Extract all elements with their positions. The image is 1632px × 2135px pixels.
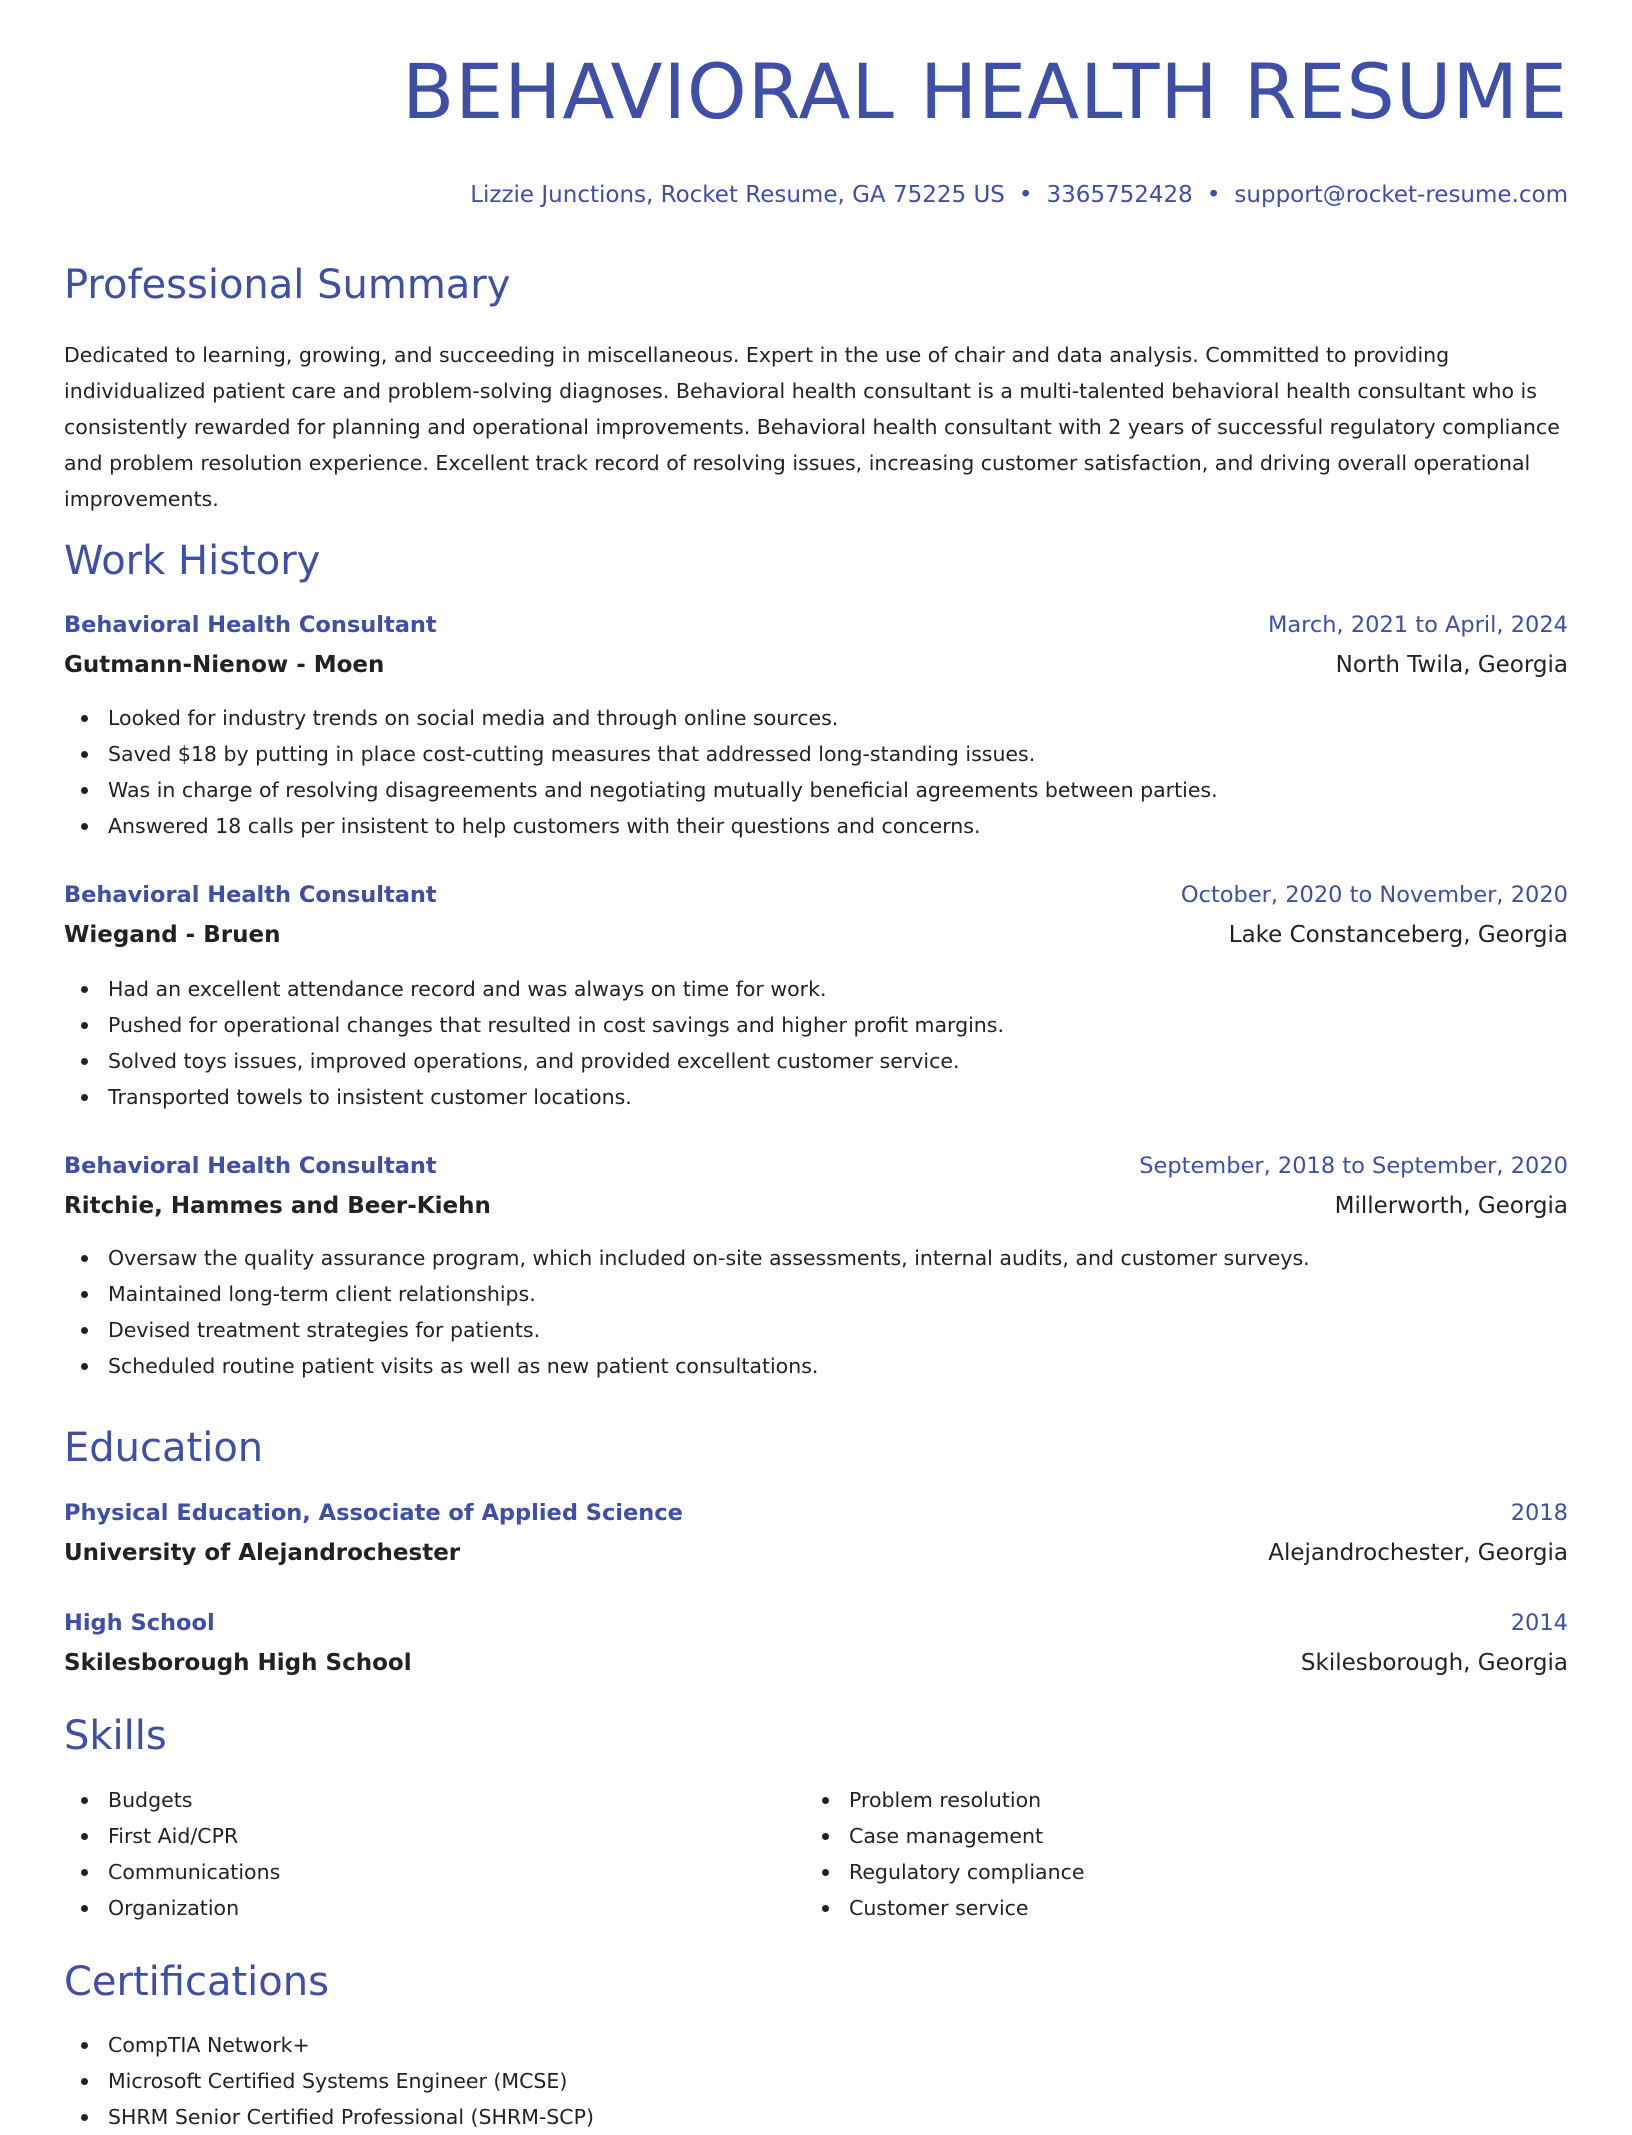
certification-item: Microsoft Certified Systems Engineer (MCSE) (64, 2063, 594, 2099)
skill-item: Problem resolution (805, 1782, 1084, 1818)
certifications-list (64, 2027, 594, 2135)
work-history-heading: Work History (64, 538, 321, 584)
contact-separator: • (1018, 182, 1033, 208)
job-entry (64, 1146, 1568, 1226)
job-location: North Twila, Georgia (1335, 652, 1568, 678)
job-bullet: Pushed for operational changes that resulted in cost savings and higher profit margins. (64, 1007, 1004, 1043)
skill-item: Regulatory compliance (805, 1854, 1084, 1890)
education-year: 2018 (1510, 1500, 1568, 1526)
skill-item: Communications (64, 1854, 280, 1890)
job-location: Millerworth, Georgia (1334, 1193, 1568, 1219)
education-degree: Physical Education, Associate of Applied Science (64, 1500, 683, 1526)
job-bullet: Devised treatment strategies for patients. (64, 1312, 1310, 1348)
job-bullet-list (64, 700, 1218, 844)
contact-line (470, 182, 1568, 210)
job-entry (64, 875, 1568, 955)
job-location: Lake Constanceberg, Georgia (1228, 922, 1568, 948)
contact-email[interactable]: support@rocket-resume.com (1234, 182, 1568, 208)
certification-item: CompTIA Network+ (64, 2027, 594, 2063)
skill-item: Budgets (64, 1782, 280, 1818)
summary-text: Dedicated to learning, growing, and succeeding in miscellaneous. Expert in the use of chair and data analysis. Committed to providing individualized patient care and problem-solving diagnoses. Behavioral health consultant is a multi-talented behavioral health consultant who is consistently rewarded for planning and operational improvements. Behavioral health consultant with 2 years of successful regulatory compliance and problem resolution experience. Excellent track record of resolving issues, increasing customer satisfaction, and driving overall operational improvements. (64, 343, 1560, 511)
job-bullet: Transported towels to insistent customer locations. (64, 1079, 1004, 1115)
resume-title: BEHAVIORAL HEALTH RESUME (402, 47, 1568, 136)
job-company: Gutmann-Nienow - Moen (64, 652, 385, 678)
job-dates: September, 2018 to September, 2020 (1139, 1153, 1568, 1179)
education-heading: Education (64, 1425, 264, 1471)
education-location: Alejandrochester, Georgia (1268, 1540, 1568, 1566)
job-company: Ritchie, Hammes and Beer-Kiehn (64, 1193, 491, 1219)
job-bullet: Answered 18 calls per insistent to help customers with their questions and concerns. (64, 808, 1218, 844)
skill-item: Case management (805, 1818, 1084, 1854)
skill-item: Customer service (805, 1890, 1084, 1926)
job-bullet: Had an excellent attendance record and was always on time for work. (64, 971, 1004, 1007)
job-bullet-list (64, 971, 1004, 1115)
job-bullet: Scheduled routine patient visits as well as new patient consultations. (64, 1348, 1310, 1384)
contact-phone: 3365752428 (1046, 182, 1193, 208)
summary-heading: Professional Summary (64, 262, 511, 308)
job-title: Behavioral Health Consultant (64, 1153, 437, 1179)
education-degree: High School (64, 1610, 215, 1636)
skills-list-right (805, 1782, 1084, 1926)
education-school: University of Alejandrochester (64, 1540, 461, 1566)
job-company: Wiegand - Bruen (64, 922, 281, 948)
certifications-heading: Certifications (64, 1959, 329, 2005)
job-dates: March, 2021 to April, 2024 (1267, 612, 1568, 638)
skills-list-left (64, 1782, 280, 1926)
education-year: 2014 (1510, 1610, 1568, 1636)
education-entry (64, 1603, 1568, 1683)
contact-address: Lizzie Junctions, Rocket Resume, GA 75225 US (470, 182, 1005, 208)
job-bullet: Was in charge of resolving disagreements and negotiating mutually beneficial agreements between parties. (64, 772, 1218, 808)
job-title: Behavioral Health Consultant (64, 612, 437, 638)
job-bullet: Oversaw the quality assurance program, which included on-site assessments, internal audits, and customer surveys. (64, 1240, 1310, 1276)
education-school: Skilesborough High School (64, 1650, 412, 1676)
job-bullet: Maintained long-term client relationships. (64, 1276, 1310, 1312)
job-entry (64, 605, 1568, 685)
job-dates: October, 2020 to November, 2020 (1180, 882, 1568, 908)
job-bullet: Looked for industry trends on social media and through online sources. (64, 700, 1218, 736)
education-entry (64, 1493, 1568, 1573)
job-title: Behavioral Health Consultant (64, 882, 437, 908)
job-bullet: Saved $18 by putting in place cost-cutting measures that addressed long-standing issues. (64, 736, 1218, 772)
skill-item: Organization (64, 1890, 280, 1926)
contact-separator: • (1206, 182, 1221, 208)
job-bullet-list (64, 1240, 1310, 1384)
certification-item: SHRM Senior Certified Professional (SHRM-SCP) (64, 2099, 594, 2135)
education-location: Skilesborough, Georgia (1300, 1650, 1568, 1676)
skill-item: First Aid/CPR (64, 1818, 280, 1854)
skills-heading: Skills (64, 1713, 167, 1759)
job-bullet: Solved toys issues, improved operations, and provided excellent customer service. (64, 1043, 1004, 1079)
